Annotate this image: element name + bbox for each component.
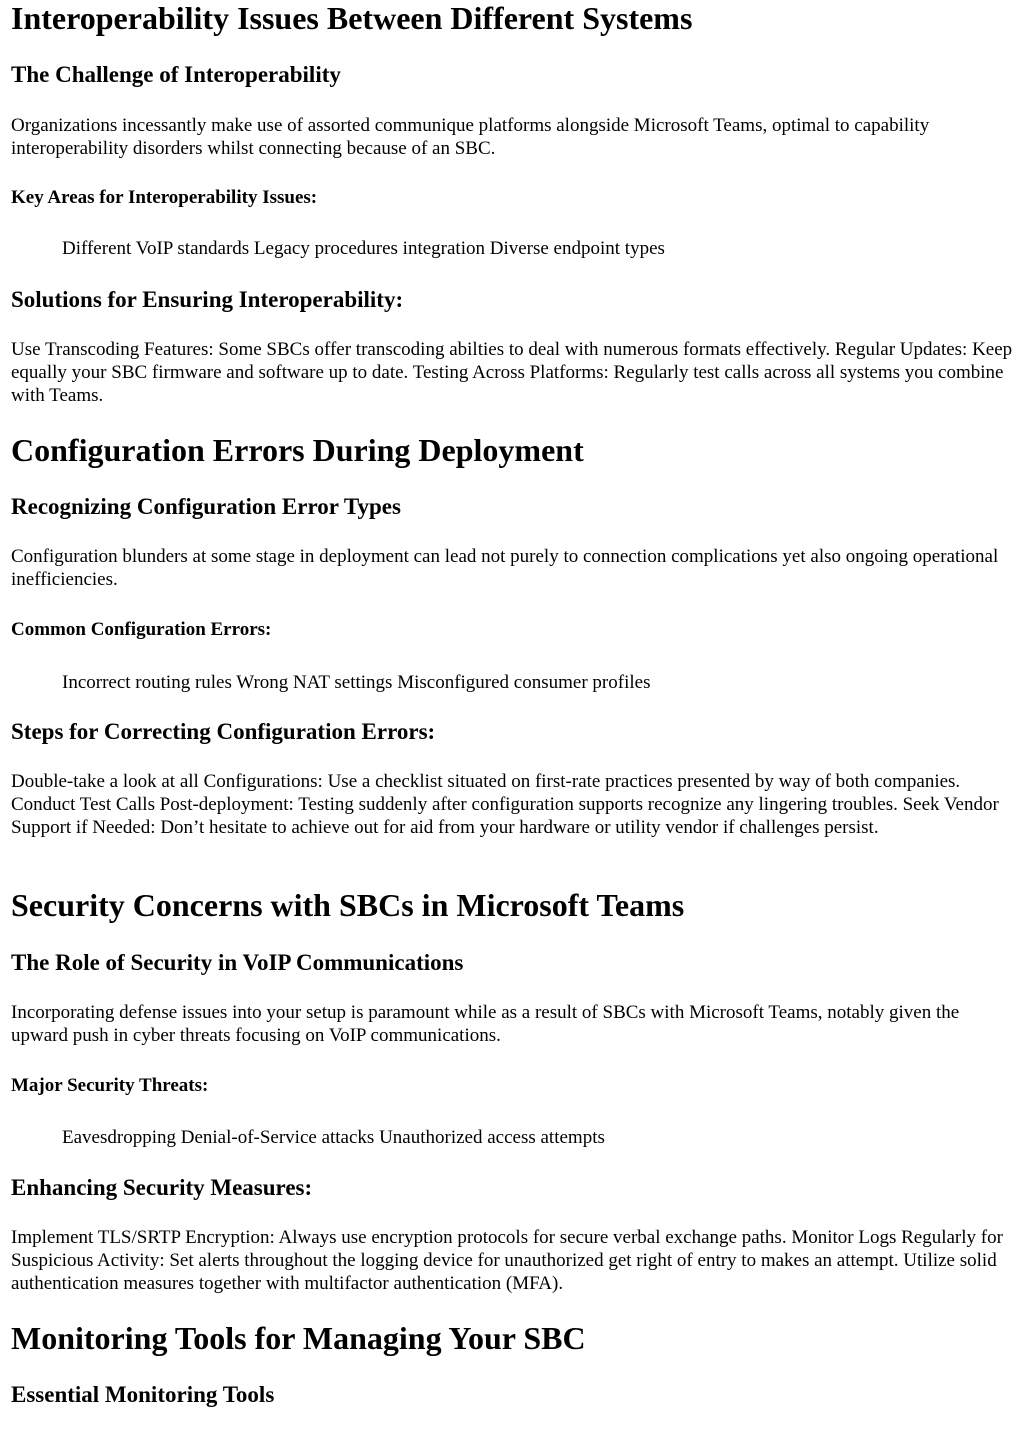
solutions-text: Double-take a look at all Configurations: Use a checklist situated on first-rate practices presented by way of both companies. Conduct Test Calls Post-deployment: Testing suddenly after configuration supports recognize any lingering troubles. Seek Vendor Support if Needed: Don’t hesitate to achieve out for aid from your hardware or utility vendor if challenges persist.: [11, 771, 999, 838]
solutions-heading: Steps for Correcting Configuration Errors:: [11, 719, 436, 744]
section-intro: Incorporating defense issues into your setup is paramount while as a result of SBCs with Microsoft Teams, notably given the upward push in cyber threats focusing on VoIP communications.: [11, 1002, 960, 1046]
section-subtitle: The Challenge of Interoperability: [11, 62, 341, 87]
list-heading: Key Areas for Interoperability Issues:: [11, 187, 318, 208]
section-title: Interoperability Issues Between Different Systems: [11, 0, 693, 36]
section-subtitle: Recognizing Configuration Error Types: [11, 494, 401, 519]
section-title: Security Concerns with SBCs in Microsoft Teams: [11, 887, 685, 923]
list-text: Incorrect routing rules Wrong NAT settings Misconfigured consumer profiles: [62, 672, 651, 693]
solutions-text: Implement TLS/SRTP Encryption: Always use encryption protocols for secure verbal exchange paths. Monitor Logs Regularly for Suspicious Activity: Set alerts throughout the logging device for unauthorized get right of entry to makes an attempt. Utilize solid authentication measures together with multifactor authentication (MFA).: [11, 1227, 1003, 1294]
section-intro: Configuration blunders at some stage in deployment can lead not purely to connection complications yet also ongoing operational inefficiencies.: [11, 546, 999, 590]
solutions-heading: Solutions for Ensuring Interoperability:: [11, 287, 404, 312]
solutions-heading: Enhancing Security Measures:: [11, 1175, 313, 1200]
section-subtitle: The Role of Security in VoIP Communications: [11, 950, 464, 975]
list-heading: Major Security Threats:: [11, 1075, 209, 1096]
section-intro: Organizations incessantly make use of assorted communique platforms alongside Microsoft Teams, optimal to capability interoperability disorders whilst connecting because of an SBC.: [11, 115, 930, 159]
section-title: Configuration Errors During Deployment: [11, 432, 584, 468]
list-heading: Common Configuration Errors:: [11, 619, 272, 640]
solutions-text: Use Transcoding Features: Some SBCs offer transcoding abilties to deal with numerous formats effectively. Regular Updates: Keep equally your SBC firmware and software up to date. Testing Across Platforms: Regularly test calls across all systems you combine with Teams.: [11, 339, 1013, 406]
list-text: Eavesdropping Denial-of-Service attacks Unauthorized access attempts: [62, 1127, 605, 1148]
list-text: Different VoIP standards Legacy procedures integration Diverse endpoint types: [62, 238, 665, 259]
section-title: Monitoring Tools for Managing Your SBC: [11, 1320, 586, 1356]
section-subtitle: Essential Monitoring Tools: [11, 1382, 275, 1407]
